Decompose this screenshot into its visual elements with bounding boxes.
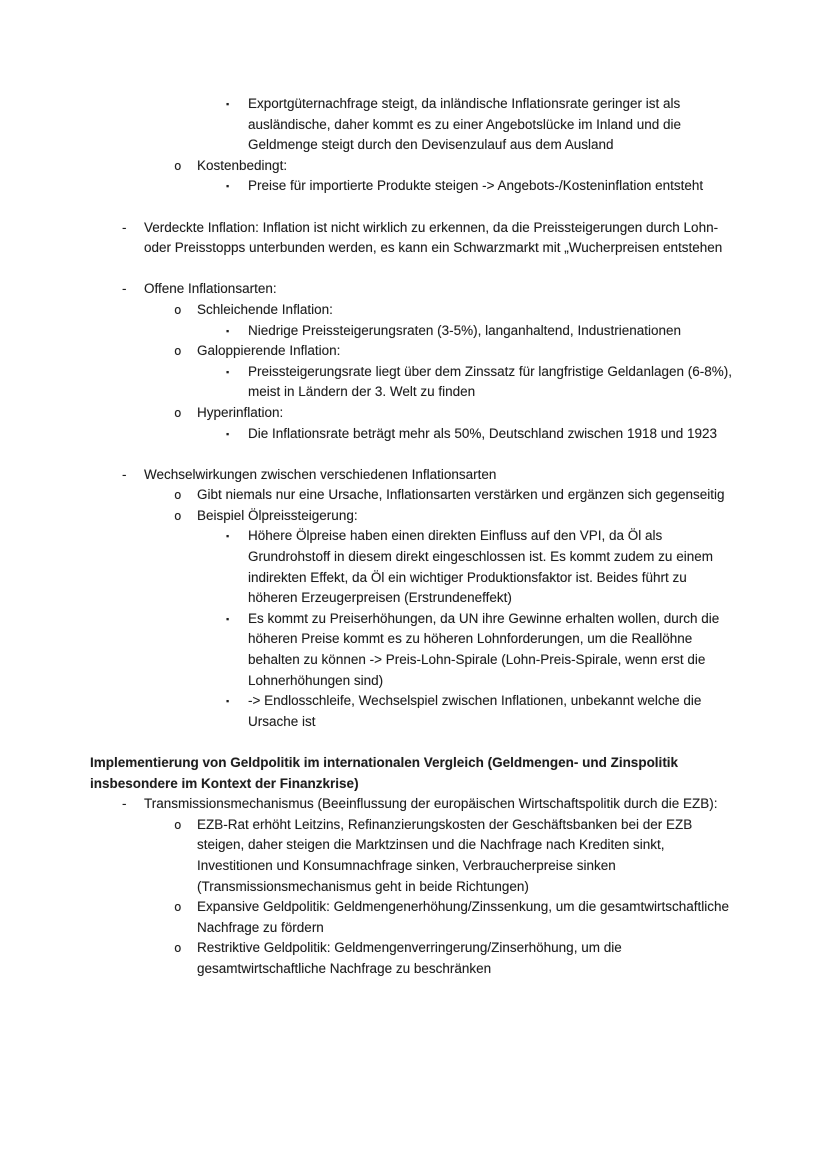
square-bullet-icon: ▪ [226, 99, 230, 109]
blank-line [0, 732, 828, 753]
list-item-text: Preissteigerungsrate liegt über dem Zinssatz für langfristige Geldanlagen (6-8%), meist in Ländern der 3. Welt zu finden [248, 363, 732, 400]
list-item-level-2 [0, 506, 732, 527]
list-item-level-2 [0, 897, 732, 938]
list-item-text: EZB-Rat erhöht Leitzins, Refinanzierungskosten der Geschäftsbanken bei der EZB steigen, daher steigen die Marktzinsen und die Nachfrage nach Krediten sinkt, Investitionen und Konsumnachfrage sinken, Verbraucherpreise sinken (Transmissionsmechanismus geht in beide Richtungen) [197, 816, 693, 894]
dash-bullet-icon: - [122, 281, 127, 297]
square-bullet-icon: ▪ [226, 696, 230, 707]
circle-bullet-icon: o [174, 404, 182, 420]
square-bullet-icon: ▪ [226, 181, 230, 192]
circle-bullet-icon: o [174, 899, 182, 915]
list-item-level-3 [0, 424, 738, 445]
list-item-level-3 [0, 321, 738, 342]
blank-line [0, 197, 828, 218]
section-heading: Implementierung von Geldpolitik im internationalen Vergleich (Geldmengen- und Zinspolitik insbesondere im Kontext der Finanzkrise) [90, 755, 679, 791]
list-item-text: Niedrige Preissteigerungsraten (3-5%), langanhaltend, Industrienationen [248, 322, 682, 338]
list-item-text: Schleichende Inflation: [197, 301, 333, 317]
list-item-level-2 [0, 403, 732, 424]
dash-bullet-icon: - [122, 466, 127, 482]
list-item-text: Wechselwirkungen zwischen verschiedenen Inflationsarten [144, 466, 497, 482]
list-item-text: Verdeckte Inflation: Inflation ist nicht wirklich zu erkennen, da die Preissteigerungen durch Lohn- oder Preisstopps unterbunden werden, es kann ein Schwarzmarkt mit „Wucherpreisen entstehen [144, 219, 723, 256]
list-item-text: Höhere Ölpreise haben einen direkten Einfluss auf den VPI, da Öl als Grundrohstoff in diesem direkt eingeschlossen ist. Es kommt zudem zu einem indirekten Effekt, da Öl ein wichtiger Produktionsfaktor ist. Beides führt zu höheren Erzeugerpreisen (Erstrundeneffekt) [248, 528, 713, 606]
blank-line [0, 259, 828, 280]
list-item-text: Gibt niemals nur eine Ursache, Inflationsarten verstärken und ergänzen sich gegenseitig [197, 487, 725, 503]
list-item-text: Die Inflationsrate beträgt mehr als 50%, Deutschland zwischen 1918 und 1923 [248, 425, 718, 441]
list-item-level-2 [0, 341, 732, 362]
square-bullet-icon: ▪ [226, 613, 230, 624]
list-item-text: Exportgüternachfrage steigt, da inländische Inflationsrate geringer ist als ausländische, daher kommt es zu einer Angebotslücke im Inland und die Geldmenge steigt durch den Devisenzulauf aus dem Ausland [248, 96, 682, 153]
list-item-text: Galoppierende Inflation: [197, 343, 341, 359]
list-item-level-1 [0, 794, 729, 815]
list-item-level-1 [0, 218, 729, 259]
circle-bullet-icon: o [174, 487, 182, 503]
list-item-level-1 [0, 465, 729, 486]
list-item-text: -> Endlosschleife, Wechselspiel zwischen Inflationen, unbekannt welche die Ursache ist [248, 693, 702, 729]
list-item-text: Beispiel Ölpreissteigerung: [197, 507, 358, 523]
list-item-level-2 [0, 815, 732, 897]
circle-bullet-icon: o [174, 507, 182, 523]
circle-bullet-icon: o [174, 157, 182, 173]
circle-bullet-icon: o [174, 816, 182, 832]
list-item-text: Hyperinflation: [197, 404, 284, 420]
list-item-text: Es kommt zu Preiserhöhungen, da UN ihre Gewinne erhalten wollen, durch die höheren Preise kommt es zu höheren Lohnforderungen, um die Reallöhne behalten zu können -> Preis-Lohn-Spirale (Lohn-Preis-Spirale, wenn erst die Lohnerhöhungen sind) [248, 610, 720, 688]
dash-bullet-icon: - [122, 796, 127, 812]
square-bullet-icon: ▪ [226, 325, 230, 336]
circle-bullet-icon: o [174, 940, 182, 956]
square-bullet-icon: ▪ [226, 531, 230, 542]
square-bullet-icon: ▪ [226, 366, 230, 377]
square-bullet-icon: ▪ [226, 428, 230, 439]
list-item-text: Transmissionsmechanismus (Beeinflussung der europäischen Wirtschaftspolitik durch die EZB): [144, 796, 718, 812]
blank-line [0, 444, 828, 465]
list-item-level-2 [0, 156, 732, 177]
list-item-text: Preise für importierte Produkte steigen -> Angebots-/Kosteninflation entsteht [248, 178, 704, 194]
list-item-level-1 [0, 279, 729, 300]
list-item-level-3 [0, 609, 738, 691]
list-item-text: Offene Inflationsarten: [144, 281, 277, 297]
list-item-text: Kostenbedingt: [197, 157, 288, 173]
list-item-level-3 [0, 526, 738, 608]
list-item-level-2 [0, 938, 732, 979]
list-item-text: Expansive Geldpolitik: Geldmengenerhöhung/Zinssenkung, um die gesamtwirtschaftliche Nachfrage zu fördern [197, 899, 730, 935]
list-item-level-3 [0, 691, 738, 732]
document-content [0, 94, 828, 980]
dash-bullet-icon: - [122, 219, 127, 235]
list-item-text: Restriktive Geldpolitik: Geldmengenverringerung/Zinserhöhung, um die gesamtwirtschaftliche Nachfrage zu beschränken [197, 940, 622, 976]
list-item-level-3 [0, 176, 738, 197]
list-item-level-3 [0, 362, 738, 403]
list-item-level-3 [0, 94, 738, 156]
list-item-level-2 [0, 300, 732, 321]
circle-bullet-icon: o [174, 301, 182, 317]
list-item-level-2 [0, 485, 732, 506]
circle-bullet-icon: o [174, 343, 182, 359]
